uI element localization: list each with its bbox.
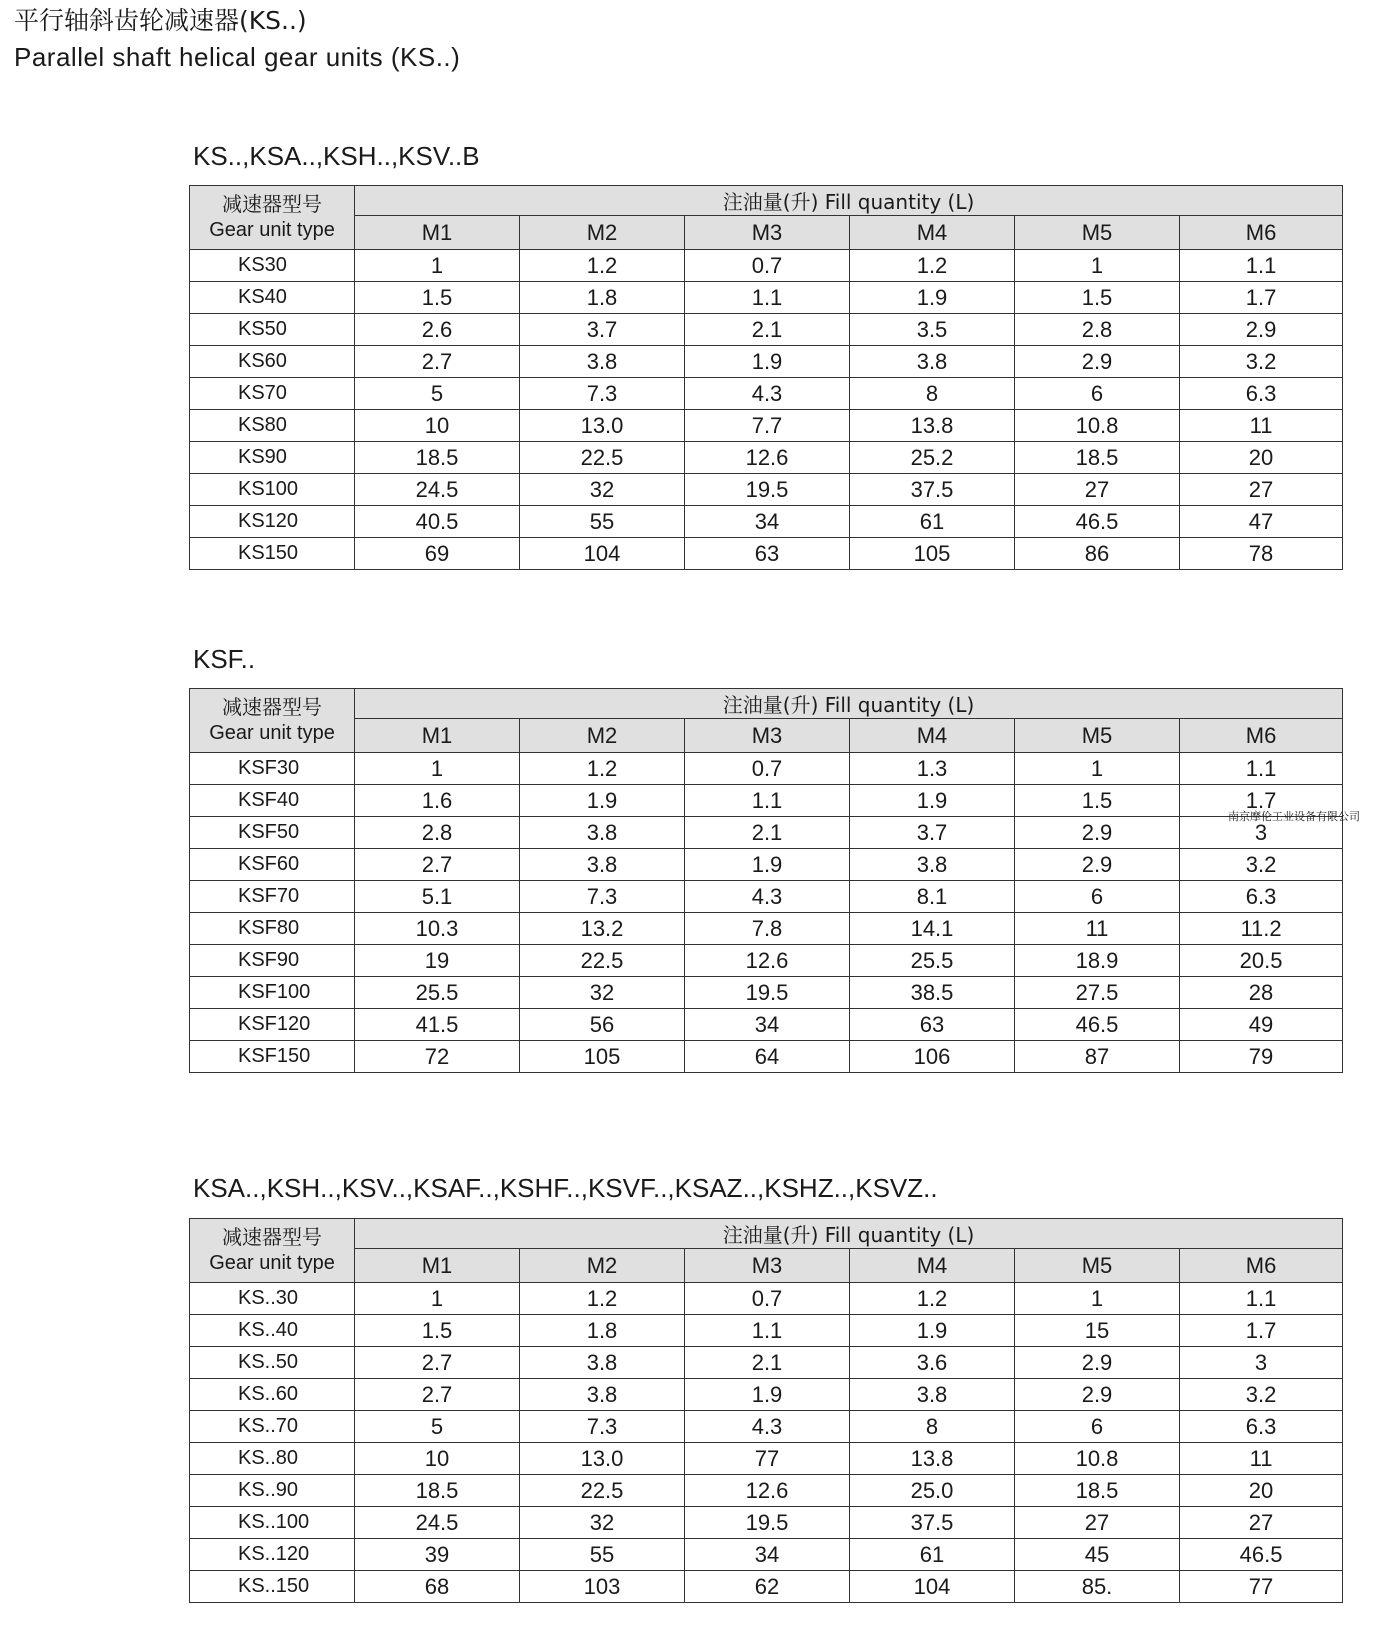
- fill-value-cell: 104: [520, 538, 685, 570]
- table-row: [190, 817, 1343, 849]
- model-cell: KSF40: [190, 785, 355, 817]
- fill-value-cell: 1.1: [685, 785, 850, 817]
- fill-value-cell: 55: [520, 1539, 685, 1571]
- fill-value-cell: 64: [685, 1041, 850, 1073]
- table-row: [190, 442, 1343, 474]
- table-row: [190, 1443, 1343, 1475]
- fill-value-cell: 3.2: [1180, 849, 1343, 881]
- table-row: [190, 282, 1343, 314]
- fill-value-cell: 4.3: [685, 881, 850, 913]
- fill-value-cell: 11: [1180, 410, 1343, 442]
- fill-value-cell: 37.5: [850, 1507, 1015, 1539]
- fill-value-cell: 1.8: [520, 282, 685, 314]
- fill-value-cell: 19.5: [685, 977, 850, 1009]
- fill-value-cell: 27.5: [1015, 977, 1180, 1009]
- mounting-position-header: M4: [850, 719, 1015, 753]
- fill-value-cell: 18.9: [1015, 945, 1180, 977]
- fill-value-cell: 27: [1015, 474, 1180, 506]
- fill-value-cell: 1.1: [1180, 250, 1343, 282]
- model-cell: KSF60: [190, 849, 355, 881]
- table-row: [190, 1475, 1343, 1507]
- table-row: [190, 250, 1343, 282]
- table-row: [190, 1571, 1343, 1603]
- fill-value-cell: 1: [1015, 753, 1180, 785]
- fill-quantity-header: 注油量(升) Fill quantity (L): [355, 186, 1343, 216]
- fill-value-cell: 8.1: [850, 881, 1015, 913]
- fill-value-cell: 24.5: [355, 474, 520, 506]
- fill-value-cell: 85.: [1015, 1571, 1180, 1603]
- mounting-position-header: M3: [685, 1249, 850, 1283]
- fill-value-cell: 3.2: [1180, 346, 1343, 378]
- fill-value-cell: 13.8: [850, 410, 1015, 442]
- fill-value-cell: 22.5: [520, 1475, 685, 1507]
- model-cell: KSF30: [190, 753, 355, 785]
- fill-value-cell: 20: [1180, 442, 1343, 474]
- fill-value-cell: 0.7: [685, 250, 850, 282]
- fill-value-cell: 1.2: [520, 753, 685, 785]
- fill-value-cell: 2.8: [1015, 314, 1180, 346]
- fill-value-cell: 1.7: [1180, 282, 1343, 314]
- fill-quantity-table: [189, 185, 1343, 570]
- fill-value-cell: 3.7: [850, 817, 1015, 849]
- model-cell: KS60: [190, 346, 355, 378]
- table-row: [190, 410, 1343, 442]
- fill-value-cell: 22.5: [520, 945, 685, 977]
- fill-value-cell: 27: [1180, 474, 1343, 506]
- fill-value-cell: 7.8: [685, 913, 850, 945]
- table-row: [190, 378, 1343, 410]
- fill-quantity-header: 注油量(升) Fill quantity (L): [355, 1219, 1343, 1249]
- fill-value-cell: 10.8: [1015, 1443, 1180, 1475]
- fill-value-cell: 34: [685, 1539, 850, 1571]
- fill-value-cell: 62: [685, 1571, 850, 1603]
- fill-value-cell: 1.1: [685, 1315, 850, 1347]
- fill-value-cell: 105: [850, 538, 1015, 570]
- fill-value-cell: 1: [355, 250, 520, 282]
- fill-value-cell: 1.9: [850, 1315, 1015, 1347]
- fill-value-cell: 87: [1015, 1041, 1180, 1073]
- table-row: [190, 785, 1343, 817]
- fill-value-cell: 32: [520, 1507, 685, 1539]
- mounting-position-header: M1: [355, 1249, 520, 1283]
- model-cell: KS70: [190, 378, 355, 410]
- fill-value-cell: 20.5: [1180, 945, 1343, 977]
- table-row: [190, 1347, 1343, 1379]
- table-row: [190, 346, 1343, 378]
- mounting-position-header: M4: [850, 1249, 1015, 1283]
- fill-value-cell: 5: [355, 1411, 520, 1443]
- fill-value-cell: 1.1: [1180, 1283, 1343, 1315]
- mounting-position-header: M3: [685, 216, 850, 250]
- fill-value-cell: 2.6: [355, 314, 520, 346]
- fill-value-cell: 13.0: [520, 1443, 685, 1475]
- fill-value-cell: 18.5: [355, 442, 520, 474]
- fill-value-cell: 2.9: [1015, 346, 1180, 378]
- fill-value-cell: 18.5: [1015, 442, 1180, 474]
- fill-value-cell: 13.8: [850, 1443, 1015, 1475]
- fill-value-cell: 3.7: [520, 314, 685, 346]
- fill-value-cell: 15: [1015, 1315, 1180, 1347]
- table-row: [190, 1283, 1343, 1315]
- page-title-zh: 平行轴斜齿轮减速器(KS..): [14, 6, 307, 35]
- fill-value-cell: 1: [1015, 250, 1180, 282]
- fill-value-cell: 19: [355, 945, 520, 977]
- fill-value-cell: 1.1: [1180, 753, 1343, 785]
- fill-value-cell: 12.6: [685, 945, 850, 977]
- model-cell: KSF150: [190, 1041, 355, 1073]
- fill-value-cell: 105: [520, 1041, 685, 1073]
- fill-value-cell: 2.7: [355, 1379, 520, 1411]
- table-row: [190, 1411, 1343, 1443]
- fill-value-cell: 1: [355, 1283, 520, 1315]
- fill-value-cell: 63: [850, 1009, 1015, 1041]
- model-cell: KS..120: [190, 1539, 355, 1571]
- fill-value-cell: 78: [1180, 538, 1343, 570]
- fill-value-cell: 6: [1015, 881, 1180, 913]
- fill-value-cell: 6: [1015, 1411, 1180, 1443]
- fill-quantity-table: [189, 688, 1343, 1073]
- fill-value-cell: 77: [685, 1443, 850, 1475]
- fill-value-cell: 7.3: [520, 881, 685, 913]
- fill-quantity-header: 注油量(升) Fill quantity (L): [355, 689, 1343, 719]
- model-cell: KS..70: [190, 1411, 355, 1443]
- fill-value-cell: 49: [1180, 1009, 1343, 1041]
- fill-value-cell: 47: [1180, 506, 1343, 538]
- fill-value-cell: 79: [1180, 1041, 1343, 1073]
- mounting-position-row: [190, 719, 1343, 753]
- fill-value-cell: 3.8: [850, 849, 1015, 881]
- fill-value-cell: 27: [1180, 1507, 1343, 1539]
- fill-value-cell: 3.8: [520, 849, 685, 881]
- fill-value-cell: 8: [850, 378, 1015, 410]
- fill-value-cell: 2.8: [355, 817, 520, 849]
- fill-value-cell: 1.5: [355, 282, 520, 314]
- fill-value-cell: 10.8: [1015, 410, 1180, 442]
- mounting-position-header: M5: [1015, 719, 1180, 753]
- fill-value-cell: 6.3: [1180, 1411, 1343, 1443]
- fill-value-cell: 3.5: [850, 314, 1015, 346]
- mounting-position-header: M3: [685, 719, 850, 753]
- mounting-position-header: M6: [1180, 719, 1343, 753]
- fill-value-cell: 41.5: [355, 1009, 520, 1041]
- table-row: [190, 977, 1343, 1009]
- fill-value-cell: 10: [355, 410, 520, 442]
- table-row: [190, 849, 1343, 881]
- fill-value-cell: 61: [850, 506, 1015, 538]
- mounting-position-header: M2: [520, 216, 685, 250]
- model-cell: KSF70: [190, 881, 355, 913]
- table-row: [190, 1315, 1343, 1347]
- table-row: [190, 881, 1343, 913]
- table-row: [190, 506, 1343, 538]
- fill-value-cell: 28: [1180, 977, 1343, 1009]
- mounting-position-header: M4: [850, 216, 1015, 250]
- gear-unit-type-header: [190, 1219, 355, 1283]
- fill-value-cell: 55: [520, 506, 685, 538]
- fill-value-cell: 7.3: [520, 378, 685, 410]
- table-row: [190, 1539, 1343, 1571]
- gear-unit-type-header: [190, 689, 355, 753]
- fill-value-cell: 7.7: [685, 410, 850, 442]
- fill-quantity-table: [189, 1218, 1343, 1603]
- fill-value-cell: 38.5: [850, 977, 1015, 1009]
- fill-value-cell: 1.9: [520, 785, 685, 817]
- table-row: [190, 1507, 1343, 1539]
- model-cell: KS..80: [190, 1443, 355, 1475]
- fill-value-cell: 11.2: [1180, 913, 1343, 945]
- fill-value-cell: 46.5: [1015, 1009, 1180, 1041]
- table-row: [190, 538, 1343, 570]
- fill-value-cell: 6.3: [1180, 378, 1343, 410]
- fill-value-cell: 19.5: [685, 474, 850, 506]
- fill-value-cell: 1: [355, 753, 520, 785]
- table-row: [190, 474, 1343, 506]
- model-cell: KS..50: [190, 1347, 355, 1379]
- table-row: [190, 913, 1343, 945]
- mounting-position-header: M2: [520, 719, 685, 753]
- mounting-position-row: [190, 1249, 1343, 1283]
- fill-value-cell: 104: [850, 1571, 1015, 1603]
- fill-value-cell: 2.1: [685, 314, 850, 346]
- fill-value-cell: 20: [1180, 1475, 1343, 1507]
- model-cell: KS30: [190, 250, 355, 282]
- fill-value-cell: 56: [520, 1009, 685, 1041]
- fill-value-cell: 13.2: [520, 913, 685, 945]
- fill-value-cell: 25.5: [850, 945, 1015, 977]
- model-cell: KS120: [190, 506, 355, 538]
- fill-value-cell: 46.5: [1180, 1539, 1343, 1571]
- fill-value-cell: 11: [1180, 1443, 1343, 1475]
- fill-value-cell: 40.5: [355, 506, 520, 538]
- fill-value-cell: 24.5: [355, 1507, 520, 1539]
- fill-value-cell: 2.9: [1015, 817, 1180, 849]
- fill-value-cell: 68: [355, 1571, 520, 1603]
- fill-value-cell: 37.5: [850, 474, 1015, 506]
- header-row: [190, 1219, 1343, 1249]
- model-cell: KS..40: [190, 1315, 355, 1347]
- fill-value-cell: 1.2: [520, 250, 685, 282]
- table-row: [190, 314, 1343, 346]
- mounting-position-header: M5: [1015, 216, 1180, 250]
- fill-value-cell: 19.5: [685, 1507, 850, 1539]
- model-cell: KSF80: [190, 913, 355, 945]
- fill-value-cell: 3.8: [520, 817, 685, 849]
- model-cell: KSF90: [190, 945, 355, 977]
- mounting-position-header: M6: [1180, 216, 1343, 250]
- fill-value-cell: 1: [1015, 1283, 1180, 1315]
- fill-value-cell: 1.2: [850, 1283, 1015, 1315]
- table-row: [190, 753, 1343, 785]
- fill-value-cell: 77: [1180, 1571, 1343, 1603]
- fill-value-cell: 1.7: [1180, 1315, 1343, 1347]
- fill-value-cell: 3.8: [850, 1379, 1015, 1411]
- model-cell: KS50: [190, 314, 355, 346]
- table-row: [190, 1009, 1343, 1041]
- fill-value-cell: 13.0: [520, 410, 685, 442]
- table-heading: KSF..: [193, 644, 256, 674]
- fill-value-cell: 12.6: [685, 442, 850, 474]
- fill-value-cell: 3.6: [850, 1347, 1015, 1379]
- fill-value-cell: 3: [1180, 817, 1343, 849]
- fill-value-cell: 1.2: [850, 250, 1015, 282]
- fill-value-cell: 27: [1015, 1507, 1180, 1539]
- table-row: [190, 945, 1343, 977]
- fill-value-cell: 1.1: [685, 282, 850, 314]
- company-note: 南京摩伦工业设备有限公司: [1228, 810, 1360, 823]
- fill-value-cell: 1.9: [685, 346, 850, 378]
- model-cell: KS..100: [190, 1507, 355, 1539]
- fill-value-cell: 18.5: [355, 1475, 520, 1507]
- gear-unit-type-label-en: Gear unit type: [209, 218, 335, 241]
- fill-value-cell: 1.2: [520, 1283, 685, 1315]
- fill-value-cell: 25.5: [355, 977, 520, 1009]
- fill-value-cell: 61: [850, 1539, 1015, 1571]
- fill-value-cell: 72: [355, 1041, 520, 1073]
- mounting-position-header: M1: [355, 719, 520, 753]
- gear-unit-type-label-zh: 减速器型号: [222, 1226, 322, 1249]
- fill-value-cell: 2.1: [685, 1347, 850, 1379]
- fill-value-cell: 18.5: [1015, 1475, 1180, 1507]
- fill-value-cell: 2.9: [1015, 1379, 1180, 1411]
- model-cell: KS..150: [190, 1571, 355, 1603]
- fill-value-cell: 10: [355, 1443, 520, 1475]
- fill-value-cell: 3.8: [850, 346, 1015, 378]
- fill-value-cell: 63: [685, 538, 850, 570]
- fill-value-cell: 2.9: [1180, 314, 1343, 346]
- model-cell: KS..30: [190, 1283, 355, 1315]
- table-row: [190, 1379, 1343, 1411]
- fill-value-cell: 39: [355, 1539, 520, 1571]
- fill-value-cell: 7.3: [520, 1411, 685, 1443]
- fill-value-cell: 86: [1015, 538, 1180, 570]
- fill-value-cell: 34: [685, 506, 850, 538]
- fill-value-cell: 11: [1015, 913, 1180, 945]
- fill-value-cell: 32: [520, 977, 685, 1009]
- fill-value-cell: 103: [520, 1571, 685, 1603]
- fill-value-cell: 12.6: [685, 1475, 850, 1507]
- table-heading: KS..,KSA..,KSH..,KSV..B: [193, 141, 480, 171]
- fill-value-cell: 5.1: [355, 881, 520, 913]
- fill-value-cell: 2.7: [355, 1347, 520, 1379]
- fill-value-cell: 3: [1180, 1347, 1343, 1379]
- fill-value-cell: 106: [850, 1041, 1015, 1073]
- fill-value-cell: 45: [1015, 1539, 1180, 1571]
- fill-value-cell: 6.3: [1180, 881, 1343, 913]
- fill-value-cell: 34: [685, 1009, 850, 1041]
- mounting-position-header: M2: [520, 1249, 685, 1283]
- model-cell: KSF100: [190, 977, 355, 1009]
- model-cell: KS..90: [190, 1475, 355, 1507]
- fill-value-cell: 22.5: [520, 442, 685, 474]
- mounting-position-header: M6: [1180, 1249, 1343, 1283]
- fill-value-cell: 5: [355, 378, 520, 410]
- table-heading: KSA..,KSH..,KSV..,KSAF..,KSHF..,KSVF..,KSAZ..,KSHZ..,KSVZ..: [193, 1173, 938, 1203]
- fill-value-cell: 2.9: [1015, 849, 1180, 881]
- fill-value-cell: 4.3: [685, 1411, 850, 1443]
- fill-value-cell: 2.9: [1015, 1347, 1180, 1379]
- fill-value-cell: 2.7: [355, 346, 520, 378]
- mounting-position-header: M5: [1015, 1249, 1180, 1283]
- fill-value-cell: 4.3: [685, 378, 850, 410]
- model-cell: KS80: [190, 410, 355, 442]
- fill-value-cell: 1.5: [355, 1315, 520, 1347]
- fill-value-cell: 3.8: [520, 346, 685, 378]
- fill-value-cell: 0.7: [685, 1283, 850, 1315]
- fill-value-cell: 1.5: [1015, 785, 1180, 817]
- fill-value-cell: 1.9: [685, 849, 850, 881]
- fill-value-cell: 1.9: [850, 785, 1015, 817]
- header-row: [190, 689, 1343, 719]
- fill-value-cell: 2.7: [355, 849, 520, 881]
- page-title-en: Parallel shaft helical gear units (KS..): [14, 42, 461, 72]
- gear-unit-type-label-en: Gear unit type: [209, 1251, 335, 1274]
- fill-value-cell: 1.8: [520, 1315, 685, 1347]
- fill-value-cell: 46.5: [1015, 506, 1180, 538]
- model-cell: KS90: [190, 442, 355, 474]
- fill-value-cell: 3.8: [520, 1347, 685, 1379]
- mounting-position-header: M1: [355, 216, 520, 250]
- model-cell: KS150: [190, 538, 355, 570]
- fill-value-cell: 1.7: [1180, 785, 1343, 817]
- fill-value-cell: 3.2: [1180, 1379, 1343, 1411]
- fill-value-cell: 1.5: [1015, 282, 1180, 314]
- fill-value-cell: 1.6: [355, 785, 520, 817]
- fill-value-cell: 2.1: [685, 817, 850, 849]
- table-row: [190, 1041, 1343, 1073]
- fill-value-cell: 1.9: [850, 282, 1015, 314]
- model-cell: KS100: [190, 474, 355, 506]
- fill-value-cell: 1.3: [850, 753, 1015, 785]
- model-cell: KSF120: [190, 1009, 355, 1041]
- fill-value-cell: 6: [1015, 378, 1180, 410]
- model-cell: KSF50: [190, 817, 355, 849]
- fill-value-cell: 10.3: [355, 913, 520, 945]
- gear-unit-type-label-zh: 减速器型号: [222, 696, 322, 719]
- fill-value-cell: 0.7: [685, 753, 850, 785]
- gear-unit-type-header: [190, 186, 355, 250]
- fill-value-cell: 8: [850, 1411, 1015, 1443]
- fill-value-cell: 25.2: [850, 442, 1015, 474]
- header-row: [190, 186, 1343, 216]
- mounting-position-row: [190, 216, 1343, 250]
- fill-value-cell: 25.0: [850, 1475, 1015, 1507]
- model-cell: KS40: [190, 282, 355, 314]
- fill-value-cell: 14.1: [850, 913, 1015, 945]
- fill-value-cell: 69: [355, 538, 520, 570]
- model-cell: KS..60: [190, 1379, 355, 1411]
- gear-unit-type-label-en: Gear unit type: [209, 721, 335, 744]
- gear-unit-type-label-zh: 减速器型号: [222, 193, 322, 216]
- fill-value-cell: 1.9: [685, 1379, 850, 1411]
- fill-value-cell: 32: [520, 474, 685, 506]
- fill-value-cell: 3.8: [520, 1379, 685, 1411]
